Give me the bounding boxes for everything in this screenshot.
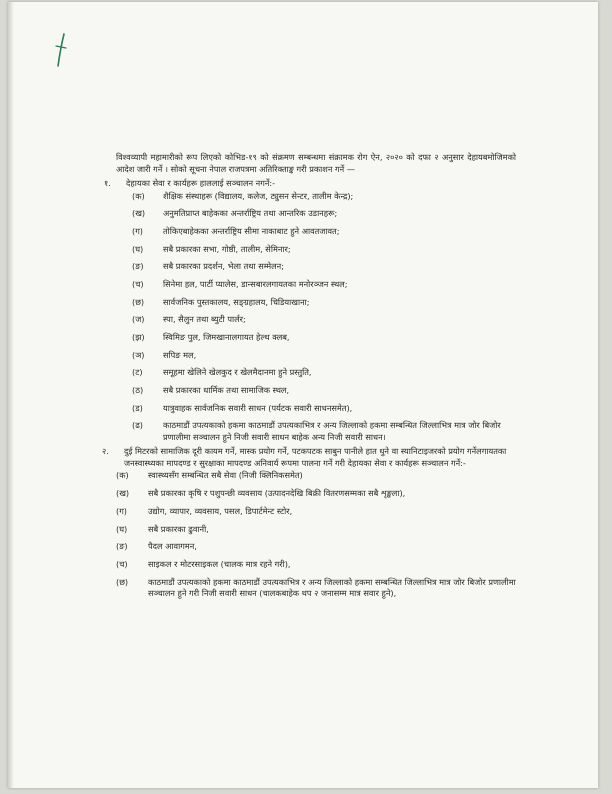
list-item bbox=[132, 385, 516, 397]
item-label: (ग) bbox=[116, 505, 127, 516]
item-text: सार्वजनिक पुस्तकालय, सङ्ग्रहालय, चिडियाखाना; bbox=[163, 296, 310, 307]
item-text: सिनेमा हल, पार्टी प्यालेस, डान्सबारलगायतका मनोरञ्जन स्थल; bbox=[163, 278, 348, 289]
section-1-list bbox=[132, 191, 516, 444]
section-2-heading bbox=[102, 446, 516, 469]
item-text: काठमाडौं उपत्यकाको हकमा काठमाडौं उपत्यकाभित्र र अन्य जिल्लाको हकमा सम्बन्धित जिल्लाभित्र मात्र जोर बिजोर प्रणालीमा सञ्चालन हुने निजी सवारी साधन बाहेक अन्य निजी सवारी साधन। bbox=[163, 420, 501, 442]
item-label: (ख) bbox=[132, 208, 146, 219]
item-label: (घ) bbox=[132, 243, 144, 254]
list-item bbox=[116, 541, 516, 553]
item-label: (ग) bbox=[132, 225, 143, 236]
item-text: यात्रुवाहक सार्वजनिक सवारी साधन (पर्यटक सवारी साधनसमेत), bbox=[163, 402, 353, 413]
item-label: (क) bbox=[116, 470, 129, 481]
list-item bbox=[116, 559, 516, 571]
item-text: स्पा, सैलुन तथा ब्युटी पार्लर; bbox=[163, 314, 246, 325]
item-text: समूहमा खेलिने खेलकुद र खेलमैदानमा हुने प्रस्तुति, bbox=[163, 367, 312, 378]
item-label: (ङ) bbox=[132, 261, 144, 272]
list-item bbox=[132, 191, 516, 203]
section-1-number: १. bbox=[104, 178, 111, 188]
list-item bbox=[132, 332, 516, 344]
item-text: शैक्षिक संस्थाहरू (विद्यालय, कलेज, ट्युसन सेन्टर, तालीम केन्द्र); bbox=[163, 190, 354, 201]
document-page bbox=[8, 2, 598, 788]
item-text: सबै प्रकारका कृषि र पशुपन्छी व्यवसाय (उत्पादनदेखि बिक्री वितरणसम्मका सबै शृङ्खला), bbox=[148, 488, 406, 499]
item-label: (च) bbox=[132, 278, 144, 289]
item-text: सबै प्रकारका सभा, गोष्ठी, तालीम, सेमिनार; bbox=[163, 243, 291, 254]
item-text: स्वास्थ्यसँग सम्बन्धित सबै सेवा (निजी क्लिनिकसमेत) bbox=[148, 470, 303, 481]
item-text: सबै प्रकारका धार्मिक तथा सामाजिक स्थल, bbox=[163, 385, 290, 396]
section-1-heading-text: देहायका सेवा र कार्यहरू हाललाई सञ्चालन नगर्ने:- bbox=[126, 178, 276, 188]
list-item bbox=[132, 297, 516, 309]
list-item bbox=[116, 506, 516, 518]
item-label: (छ) bbox=[116, 576, 129, 587]
item-text: स्विमिङ पुल, जिमखानालगायत हेल्थ क्लब, bbox=[163, 332, 290, 342]
item-label: (ज) bbox=[132, 314, 145, 325]
item-text: सपिङ मल, bbox=[163, 349, 197, 360]
list-item bbox=[116, 488, 516, 500]
item-text: तोकिएबाहेकका अन्तर्राष्ट्रिय सीमा नाकाबाट हुने आवतजावत; bbox=[163, 225, 340, 236]
item-label: (च) bbox=[116, 558, 128, 569]
list-item bbox=[132, 420, 516, 443]
item-text: पैदल आवागमन, bbox=[148, 541, 197, 552]
list-item bbox=[116, 524, 516, 536]
item-label: (ख) bbox=[116, 488, 130, 499]
item-text: साइकल र मोटरसाइकल (चालक मात्र रहने गरी), bbox=[148, 558, 291, 569]
list-item bbox=[132, 314, 516, 326]
list-item bbox=[132, 403, 516, 415]
item-label: (क) bbox=[132, 190, 145, 201]
list-item bbox=[132, 208, 516, 220]
list-item bbox=[132, 261, 516, 273]
section-2 bbox=[102, 446, 516, 599]
item-text: उद्योग, व्यापार, व्यवसाय, पसल, डिपार्टमेन्ट स्टोर, bbox=[148, 505, 293, 516]
item-label: (छ) bbox=[132, 296, 145, 307]
list-item bbox=[132, 279, 516, 291]
item-label: (झ) bbox=[132, 332, 145, 342]
list-item bbox=[132, 226, 516, 238]
page-edge-shadow bbox=[8, 2, 14, 788]
section-1 bbox=[104, 178, 516, 443]
list-item bbox=[116, 577, 516, 600]
document-body bbox=[102, 152, 516, 606]
item-text: सबै प्रकारका प्रदर्शन, भेला तथा सम्मेलन; bbox=[163, 261, 284, 272]
item-text: अनुमतिप्राप्त बाहेकका अन्तर्राष्ट्रिय तथा आन्तरिक उडानहरू; bbox=[163, 208, 338, 219]
item-label: (घ) bbox=[116, 523, 128, 534]
item-text: सबै प्रकारका ढुवानी, bbox=[148, 523, 209, 534]
item-label: (ढ) bbox=[132, 420, 143, 431]
pen-mark-icon bbox=[52, 32, 72, 68]
item-text: काठमाडौं उपत्यकाको हकमा काठमाडौं उपत्यकाभित्र र अन्य जिल्लाको हकमा सम्बन्धित जिल्लाभित्र मात्र जोर बिजोर प्रणालीमा सञ्चालन हुने गरी निजी सवारी साधन (चालकबाहेक थप २ जनासम्म मात्र सवार हुने), bbox=[148, 576, 516, 599]
item-label: (ट) bbox=[132, 367, 143, 378]
section-1-heading bbox=[104, 178, 516, 190]
section-2-number: २. bbox=[102, 446, 109, 457]
item-label: (ड) bbox=[132, 402, 143, 413]
list-item bbox=[132, 350, 516, 362]
item-label: (ठ) bbox=[132, 385, 144, 396]
section-2-list bbox=[116, 470, 516, 599]
list-item bbox=[132, 367, 516, 379]
section-2-heading-text: दुई मिटरको सामाजिक दूरी कायम गर्ने, मास्क प्रयोग गर्ने, पटकपटक साबुन पानीले हात धुने वा स्यानिटाइजरको प्रयोग गर्नेलगायतका जनस्वास्थ्यका मापदण्ड र सुरक्षाका मापदण्ड अनिवार्य रूपमा पालना गर्ने गरी देहायका सेवा र कार्यहरू सञ्चालन गर्ने:- bbox=[124, 446, 507, 468]
list-item bbox=[116, 470, 516, 482]
intro-paragraph: विश्वव्यापी महामारीको रूप लिएको कोभिड-१९ को संक्रमण सम्बन्धमा संक्रामक रोग ऐन, २०२० को दफा २ अनुसार देहायबमोजिमको आदेश जारी गर्ने । सोको सूचना नेपाल राजपत्रमा अतिरिक्ताङ्क गरी प्रकाशन गर्ने — bbox=[116, 152, 516, 174]
item-label: (ञ) bbox=[132, 349, 145, 360]
item-label: (ङ) bbox=[116, 541, 128, 552]
list-item bbox=[132, 244, 516, 256]
